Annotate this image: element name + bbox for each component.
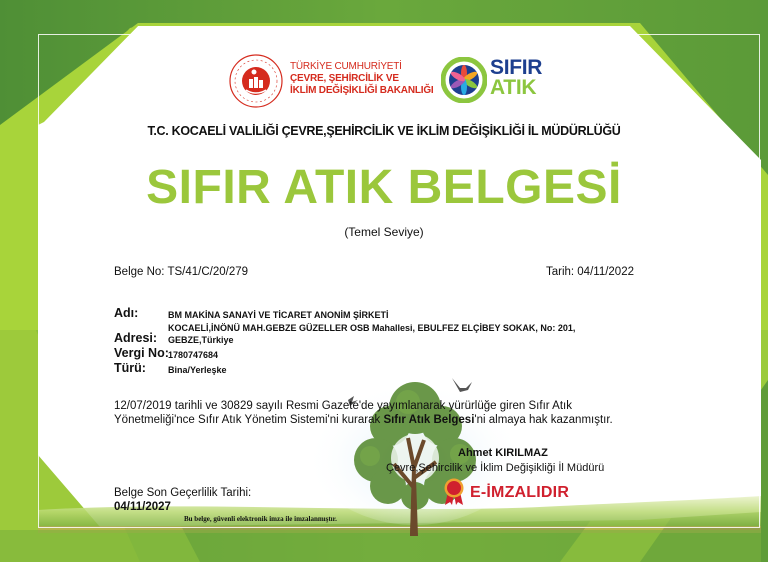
signer-name: Ahmet KIRILMAZ <box>458 447 548 459</box>
certificate-subtitle: (Temel Seviye) <box>344 225 424 239</box>
ministry-emblem-icon <box>228 53 284 109</box>
ministry-name <box>290 61 434 97</box>
name-label: Adı: <box>114 306 139 320</box>
statement-line2-start: Yönetmeliği'nce Sıfır Atık Yönetim Sistemi'ni kurarak <box>114 414 384 426</box>
tax-number-value: 1780747684 <box>168 350 219 360</box>
rosette-badge-icon <box>443 478 465 506</box>
bird-icon <box>452 378 472 392</box>
address-label: Adresi: <box>114 331 158 345</box>
type-value: Bina/Yerleşke <box>168 365 227 375</box>
ministry-name-line1: TÜRKİYE CUMHURİYETİ <box>290 61 402 72</box>
statement-line1: 12/07/2019 tarihli ve 30829 sayılı Resmi Gazete'de yayımlanarak yürürlüğe giren Sıfır Atık <box>114 400 572 412</box>
zero-waste-wordmark <box>490 58 542 98</box>
tax-number-label: Vergi No: <box>114 346 169 360</box>
e-signed-label: E-İMZALIDIR <box>470 484 570 501</box>
directorate-heading: T.C. KOCAELİ VALİLİĞİ ÇEVRE,ŞEHİRCİLİK VE İKLİM DEĞİŞİKLİĞİ İL MÜDÜRLÜĞÜ <box>147 124 621 138</box>
issue-date: Tarih: 04/11/2022 <box>545 266 634 278</box>
statement-line2 <box>114 413 654 427</box>
zero-waste-line1: SIFIR <box>490 56 543 79</box>
ministry-name-line3: İKLİM DEĞİŞİKLİĞİ BAKANLIĞI <box>290 85 434 96</box>
address-value-line2: GEBZE,Türkiye <box>168 335 234 345</box>
zero-waste-flower-icon <box>441 57 487 103</box>
address-value-line1: KOCAELİ,İNÖNÜ MAH.GEBZE GÜZELLER OSB Mahallesi, EBULFEZ ELÇİBEY SOKAK, No: 201, <box>168 323 576 333</box>
name-value: BM MAKİNA SANAYİ VE TİCARET ANONİM ŞİRKETİ <box>168 310 389 320</box>
statement-line2-end: 'ni almaya hak kazanmıştır. <box>474 414 613 426</box>
certificate-title: SIFIR ATIK BELGESİ <box>146 161 622 214</box>
expiry-date: 04/11/2027 <box>114 501 171 513</box>
zero-waste-line2: ATIK <box>490 76 537 99</box>
signer-title: Çevre,Şehircilik ve İklim Değişikliği İl Müdürü <box>386 462 605 474</box>
certificate-statement <box>114 399 654 427</box>
expiry-label: Belge Son Geçerlilik Tarihi: <box>114 487 252 499</box>
ministry-name-line2: ÇEVRE, ŞEHİRCİLİK VE <box>290 73 399 84</box>
document-number: Belge No: TS/41/C/20/279 <box>114 266 249 278</box>
statement-line2-bold: Sıfır Atık Belgesi <box>383 414 475 426</box>
type-label: Türü: <box>114 361 146 375</box>
e-signature-footnote: Bu belge, güvenli elektronik imza ile imzalanmıştır. <box>184 515 337 523</box>
